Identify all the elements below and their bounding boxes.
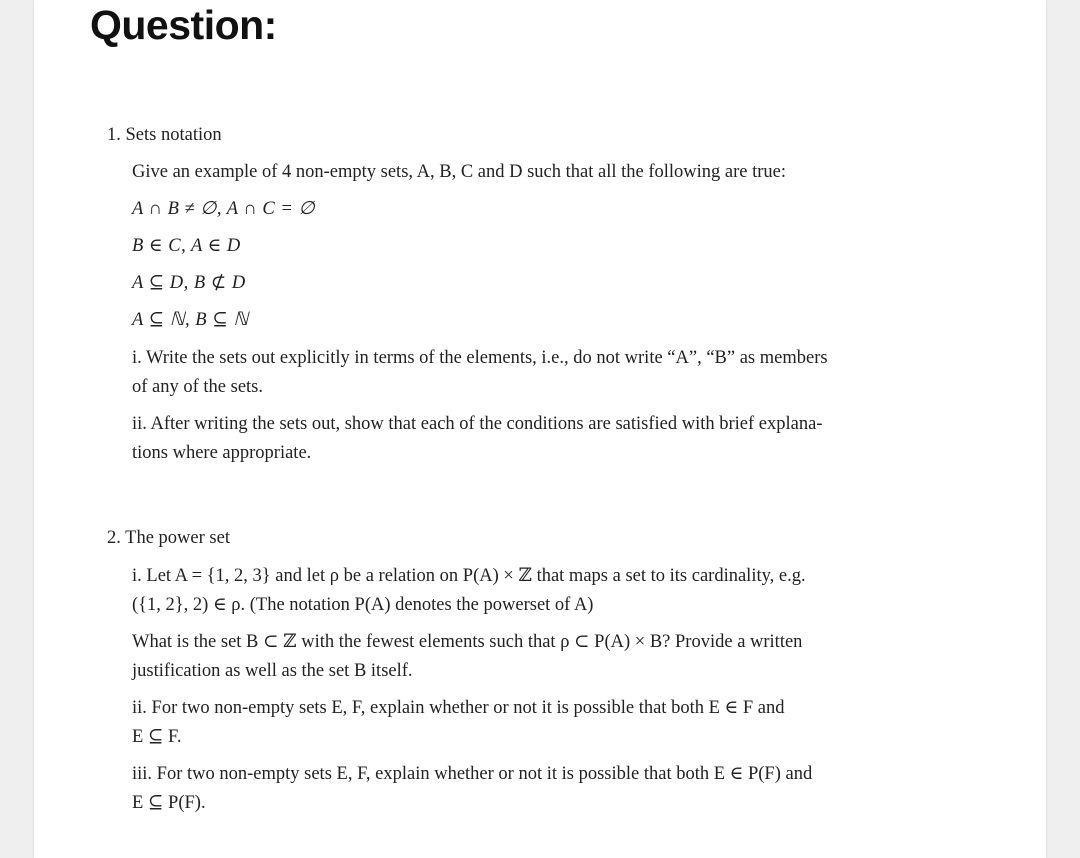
q1-condition-3: A ⊆ D, B ⊄ D [132, 273, 246, 293]
q1-part-i-line-2: of any of the sets. [132, 377, 264, 397]
q2-question-line-1: What is the set B ⊂ ℤ with the fewest elements such that ρ ⊂ P(A) × B? Provide a written [132, 632, 803, 652]
q2-title: 2. The power set [107, 528, 230, 548]
q2-part-iii-line-2: E ⊆ P(F). [132, 793, 206, 813]
q2-part-i-line-2: ({1, 2}, 2) ∈ ρ. (The notation P(A) denotes the powerset of A) [132, 595, 594, 615]
q1-part-ii-line-1: ii. After writing the sets out, show that each of the conditions are satisfied with brief explana- [132, 414, 823, 434]
q1-condition-2: B ∈ C, A ∈ D [132, 236, 241, 256]
q1-intro: Give an example of 4 non-empty sets, A, B, C and D such that all the following are true: [132, 162, 787, 182]
q1-part-i-line-1: i. Write the sets out explicitly in terms of the elements, i.e., do not write “A”, “B” as members [132, 348, 828, 368]
q2-question-line-2: justification as well as the set B itself. [132, 661, 413, 681]
q2-part-iii-line-1: iii. For two non-empty sets E, F, explain whether or not it is possible that both E ∈ P(F) and [132, 764, 813, 784]
q2-part-ii-line-2: E ⊆ F. [132, 727, 182, 747]
q1-condition-1: A ∩ B ≠ ∅, A ∩ C = ∅ [132, 199, 316, 219]
q1-part-ii-line-2: tions where appropriate. [132, 443, 312, 463]
q2-part-ii-line-1: ii. For two non-empty sets E, F, explain whether or not it is possible that both E ∈ F and [132, 698, 785, 718]
q1-condition-4: A ⊆ ℕ, B ⊆ ℕ [132, 310, 249, 330]
page-title: Question: [90, 2, 277, 48]
q2-part-i-line-1: i. Let A = {1, 2, 3} and let ρ be a relation on P(A) × ℤ that maps a set to its cardinality, e.g. [132, 566, 806, 586]
q1-title: 1. Sets notation [107, 125, 222, 145]
